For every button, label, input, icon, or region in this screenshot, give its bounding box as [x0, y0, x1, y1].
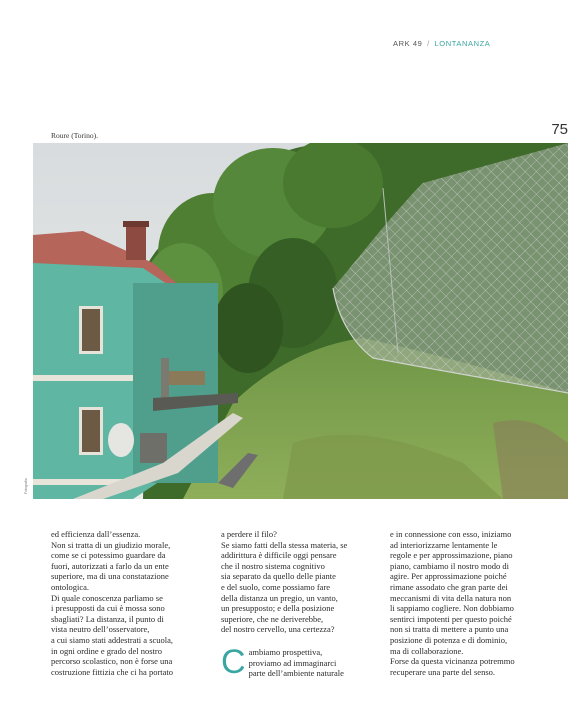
header-separator: /	[427, 39, 430, 48]
text-line: sia separato da quello delle piante	[221, 571, 336, 582]
text-line: sentirci impotenti per questo poiché	[390, 613, 512, 624]
running-head	[393, 39, 490, 48]
text-line: percorso scolastico, non è forse una	[51, 656, 173, 667]
text-line: a cui siamo stati addestrati a scuola,	[51, 634, 174, 645]
text-line: del nostro cervello, una certezza?	[221, 624, 335, 635]
text-line: e in connessione con esso, iniziamo	[390, 529, 512, 539]
section-title: LONTANANZA	[434, 39, 491, 48]
article-column-1	[51, 529, 201, 677]
text-line: superiore, ma di una constatazione	[51, 571, 169, 582]
text-line: costruzione fittizia che ci ha portato	[51, 666, 174, 677]
text-line: un presupposto; e della posizione	[221, 603, 335, 614]
magazine-issue: ARK 49	[393, 39, 423, 48]
text-line: proviamo ad immaginarci	[248, 657, 337, 668]
photo-illustration	[33, 143, 568, 499]
text-line: Non si tratta di un giudizio morale,	[51, 539, 171, 550]
text-line: superiore, che ne deriverebbe,	[221, 613, 324, 624]
text-line: ontologica.	[51, 581, 90, 592]
text-line: addirittura è difficile oggi pensare	[221, 550, 337, 561]
text-line: ambiamo prospettiva,	[248, 646, 323, 657]
photo-credit: Fotografia	[24, 478, 28, 494]
photo-caption: Roure (Torino).	[51, 131, 98, 140]
article-body	[51, 529, 541, 689]
text-line: recuperare una parte del senso.	[390, 666, 496, 677]
text-line: in ogni ordine e grado del nostro	[51, 645, 162, 656]
drop-cap: C	[221, 642, 246, 681]
text-line: agire. Per approssimazione poiché	[390, 571, 507, 582]
article-column-3	[390, 529, 540, 677]
dropcap-paragraph	[221, 642, 371, 681]
text-line: ed efficienza dall’essenza.	[51, 529, 141, 539]
page-number: 75	[551, 121, 568, 138]
text-line: Forse da questa vicinanza potremmo	[390, 656, 515, 667]
text-line: i presupposti da cui è mossa sono	[51, 603, 165, 614]
text-line: non si tratta di mettere a punto una	[390, 624, 509, 635]
text-line: fuori, autorizzati a farlo da un ente	[51, 560, 169, 571]
text-line: che il nostro sistema cognitivo	[221, 560, 325, 571]
article-column-2	[221, 529, 371, 679]
text-line: a perdere il filo?	[221, 529, 277, 539]
text-line: della distanza un pregio, un vanto,	[221, 592, 338, 603]
text-line: rimane assodato che gran parte dei	[390, 581, 508, 592]
text-line: regole e per approssimazione, piano	[390, 550, 513, 561]
text-line: Di quale conoscenza parliamo se	[51, 592, 163, 603]
text-line: ma di collaborazione.	[390, 645, 464, 656]
photograph	[33, 143, 568, 499]
text-line: posizione di potenza e di dominio,	[390, 634, 508, 645]
text-line: Se siamo fatti della stessa materia, se	[221, 539, 348, 550]
text-line: vista neutro dell’osservatore,	[51, 624, 150, 635]
text-line: e del suolo, come possiamo fare	[221, 581, 331, 592]
text-line: piano, cambiamo il nostro modo di	[390, 560, 509, 571]
text-line: come se ci potessimo guardare da	[51, 550, 166, 561]
text-line: ad interiorizzarne lentamente le	[390, 539, 498, 550]
text-line: sbagliati? La distanza, il punto di	[51, 613, 164, 624]
text-line: meccanismi di vita della natura non	[390, 592, 512, 603]
text-line: parte dell’ambiente naturale	[248, 668, 344, 679]
text-line: li sappiamo cogliere. Non dobbiamo	[390, 603, 514, 614]
